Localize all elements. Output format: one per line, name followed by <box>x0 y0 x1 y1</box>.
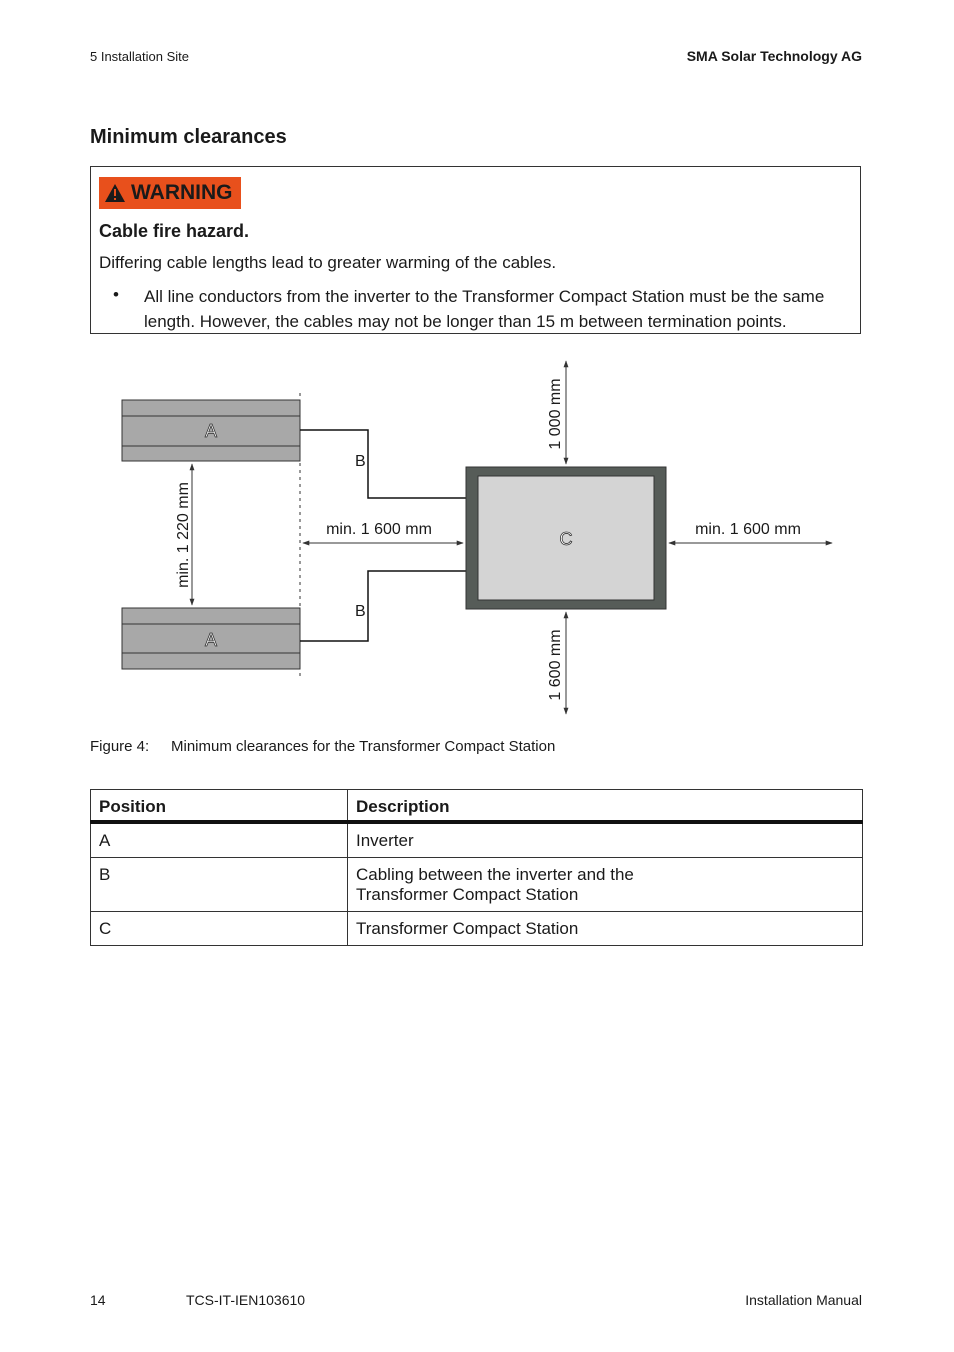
warning-badge-label: WARNING <box>131 181 233 204</box>
transformer-station <box>466 467 666 609</box>
station-label: C <box>559 529 573 549</box>
inverter-bottom <box>122 608 300 669</box>
position-table <box>90 789 863 946</box>
footer-title: Installation Manual <box>745 1292 862 1308</box>
inverter-bottom-label: A <box>204 630 218 650</box>
footer-page-number: 14 <box>90 1292 106 1308</box>
bullet-icon: • <box>113 285 119 304</box>
clearance-diagram <box>0 350 954 730</box>
cable-top-label: B <box>355 453 366 470</box>
warning-triangle-icon <box>104 183 126 203</box>
bottom-clearance-label: 1 600 mm <box>547 629 564 701</box>
table-row <box>91 822 863 858</box>
warning-bullet: All line conductors from the inverter to the Transformer Compact Station must be the same length. However, the cables may not be longer than 15 m between termination points. <box>144 287 825 331</box>
table-header-description: Description <box>348 790 863 823</box>
header-company: SMA Solar Technology AG <box>686 48 862 64</box>
warning-badge <box>99 177 241 209</box>
table-cell-position: C <box>91 912 348 946</box>
inverter-top-label: A <box>204 421 218 441</box>
table-cell-description: Cabling between the inverter and the Transformer Compact Station <box>348 858 863 912</box>
figure-caption: Minimum clearances for the Transformer Compact Station <box>171 738 556 755</box>
section-title: Minimum clearances <box>90 126 287 148</box>
warning-heading: Cable fire hazard. <box>99 221 250 241</box>
left-clearance-label: min. 1 600 mm <box>326 521 432 538</box>
cable-top <box>300 430 466 498</box>
footer-doc-id: TCS-IT-IEN103610 <box>186 1292 306 1308</box>
cable-bottom-label: B <box>355 603 366 620</box>
inverter-top <box>122 400 300 461</box>
top-clearance-label: 1 000 mm <box>547 378 564 450</box>
spacing-label: min. 1 220 mm <box>175 482 192 588</box>
cable-bottom <box>300 571 466 641</box>
table-row <box>91 858 863 912</box>
figure-label: Figure 4: <box>90 738 150 755</box>
header-section: 5 Installation Site <box>90 49 190 64</box>
table-header-position: Position <box>91 790 348 823</box>
warning-box <box>90 166 861 334</box>
table-cell-position: A <box>91 822 348 858</box>
table-cell-description: Transformer Compact Station <box>348 912 863 946</box>
table-header-row <box>91 790 863 823</box>
table-cell-description: Inverter <box>348 822 863 858</box>
warning-text: Differing cable lengths lead to greater warming of the cables. <box>99 253 557 272</box>
table-row <box>91 912 863 946</box>
right-clearance-label: min. 1 600 mm <box>695 521 801 538</box>
table-cell-position: B <box>91 858 348 912</box>
